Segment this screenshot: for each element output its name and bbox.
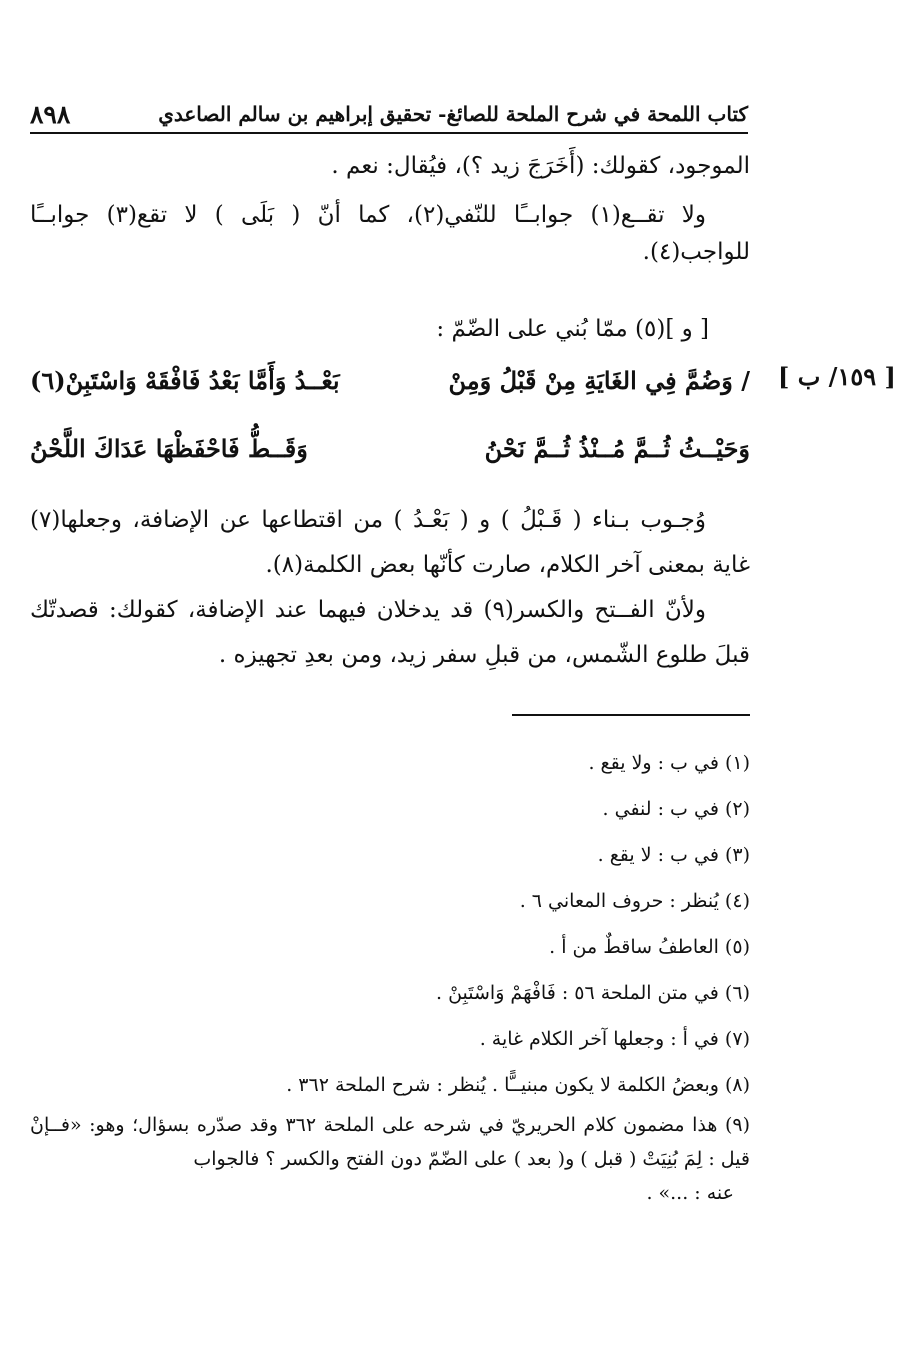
verse-line-2: [30, 434, 750, 463]
footnote-9-continuation: عنه : ...» .: [646, 1182, 734, 1204]
text-paragraph-2: ولا تقــع(١) جوابــًا للنّفي(٢)، كما أنّ ( بَلَى ) لا تقع(٣) جوابــًا للواجب(٤).: [30, 202, 750, 265]
verse-line-1: [30, 366, 750, 395]
text-line-1: الموجود، كقولك: (أَخَرَجَ زيد ؟)، فيُقال: نعم .: [331, 153, 750, 179]
page-header: [30, 98, 748, 134]
verse-2-first-hemistich: وَحَيْــثُ ثُــمَّ مُــنْذُ ثُــمَّ نَحْنُ: [484, 434, 750, 463]
footnote: (٧) في أ : وجعلها آخر الكلام غاية .: [479, 1028, 750, 1050]
footnotes: [30, 740, 750, 1210]
manuscript-folio-note: [ ١٥٩/ ب ]: [778, 362, 896, 391]
main-text-bottom: [30, 498, 750, 678]
text-paragraph-3: وُجـوب بـناء ( قَـبْلُ ) و ( بَعْـدُ ) من اقتطاعها عن الإضافة، وجعلها(٧) غاية بمعنى آخر الكلام، صارت كأنّها بعض الكلمة(٨).: [30, 507, 750, 578]
footnote-separator: [512, 714, 750, 716]
text-paragraph-4: ولأنّ الفــتح والكسر(٩) قد يدخلان فيهما عند الإضافة، كقولك: قصدتّك قبلَ طلوع الشّمس، من قبلِ سفر زيد، ومن بعدِ تجهيزه .: [30, 597, 750, 668]
footnote: (١) في ب : ولا يقع .: [588, 752, 750, 774]
main-text-top: [30, 148, 750, 283]
verse-2-second-hemistich: وَقَــطُّ فَاحْفَظْهَا عَدَاكَ اللَّحْنُ: [30, 434, 308, 463]
footnote: (٦) في متن الملحة ٥٦ : فَافْهَمْ وَاسْتَبِنْ .: [436, 982, 750, 1004]
page-number: ٨٩٨: [30, 99, 71, 129]
footnote: (٢) في ب : لنفي .: [602, 798, 750, 820]
verse-1-first-hemistich: / وَضُمَّ فِي الغَايَةِ مِنْ قَبْلُ وَمِنْ: [448, 366, 750, 395]
footnote: (٤) يُنظر : حروف المعاني ٦ .: [519, 890, 750, 912]
footnote: (٨) وبعضُ الكلمة لا يكون مبنيــًّا . يُنظر : شرح الملحة ٣٦٢ .: [286, 1074, 750, 1096]
running-title: كتاب اللمحة في شرح الملحة للصائغ- تحقيق إبراهيم بن سالم الصاعدي: [158, 102, 748, 126]
footnote: (٣) في ب : لا يقع .: [597, 844, 750, 866]
footnote: (٥) العاطفُ ساقطٌ من أ .: [549, 936, 750, 958]
verse-intro: [ و ](٥) ممّا بُني على الضّمّ :: [436, 316, 709, 342]
verse-1-second-hemistich: بَعْــدُ وَأَمَّا بَعْدُ فَافْقَهْ وَاسْتَبِنْ(٦): [30, 366, 340, 395]
footnote-9: (٩) هذا مضمون كلام الحريريّ في شرحه على الملحة ٣٦٢ وقد صدّره بسؤال؛ وهو: «فــإنْ قيل : لِمَ بُنِيَتْ ( قبل ) و( بعد ) على الضّمّ دون الفتح والكسر ؟ فالجواب: [30, 1114, 750, 1170]
